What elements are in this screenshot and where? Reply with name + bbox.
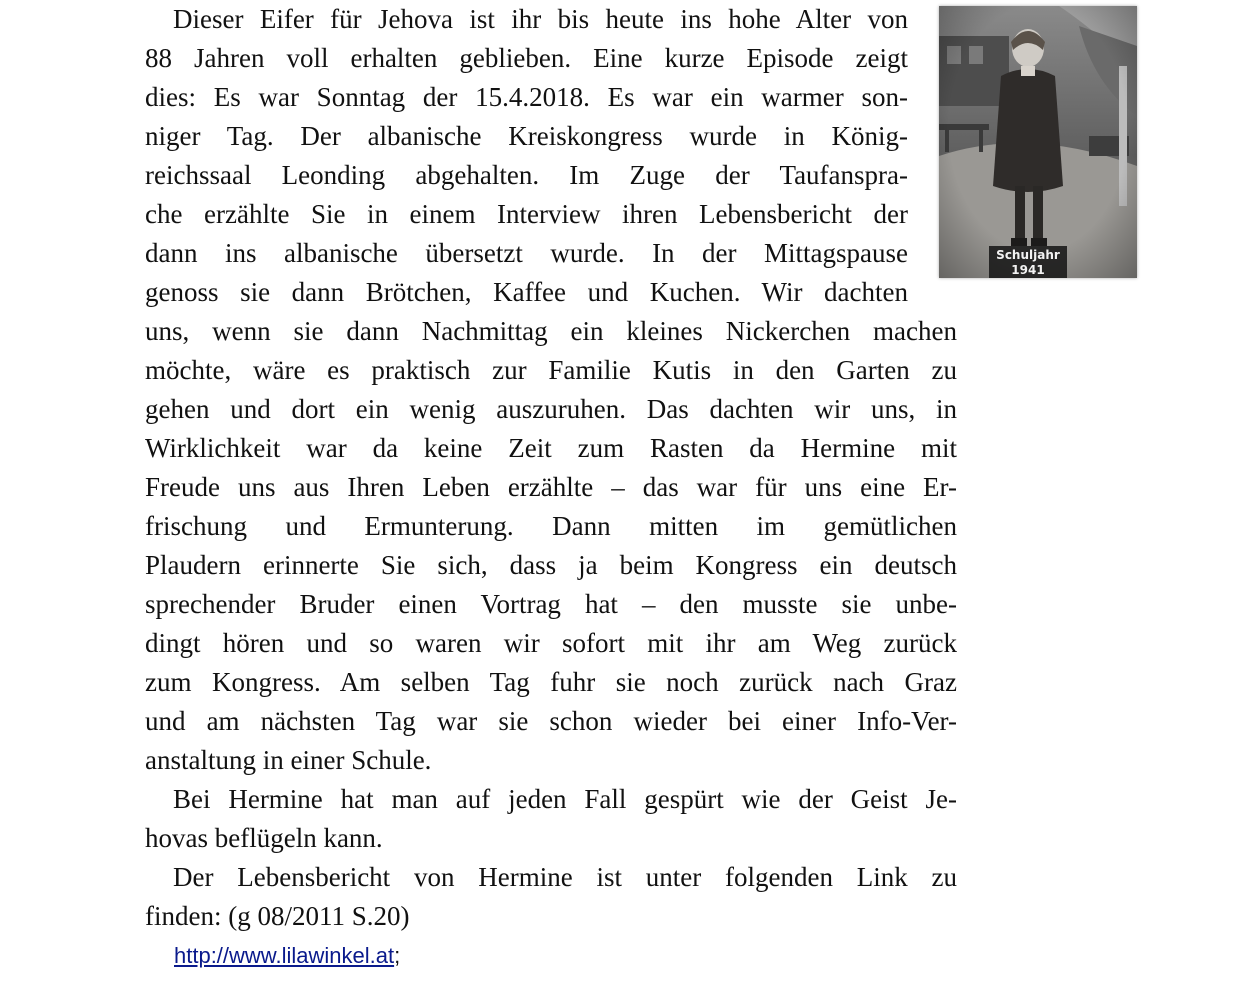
text-line: uns, wenn sie dann Nachmittag ein kleines Nickerchen machen [145, 316, 957, 346]
photo-caption-sign [989, 246, 1067, 278]
lilawinkel-link[interactable]: http://www.lilawinkel.at [174, 943, 395, 968]
text-line: anstaltung in einer Schule. [145, 745, 432, 775]
photo-caption-line2: 1941 [1011, 263, 1045, 277]
text-line: niger Tag. Der albanische Kreiskongress wurde in König- [145, 121, 908, 151]
text-line: 88 Jahren voll erhalten geblieben. Eine kurze Episode zeigt [145, 43, 908, 73]
text-line: Plaudern erinnerte Sie sich, dass ja beim Kongress ein deutsch [145, 550, 957, 580]
schoolgirl-photo [939, 6, 1137, 278]
text-line: dies: Es war Sonntag der 15.4.2018. Es war ein warmer son- [145, 82, 908, 112]
text-line: dann ins albanische übersetzt wurde. In der Mittagspause [145, 238, 908, 268]
reference-link-line [174, 941, 400, 971]
link-suffix: ; [394, 943, 401, 968]
text-line: und am nächsten Tag war sie schon wieder bei einer Info-Ver- [145, 706, 957, 736]
text-line: sprechender Bruder einen Vortrag hat – den musste sie unbe- [145, 589, 957, 619]
text-line: genoss sie dann Brötchen, Kaffee und Kuchen. Wir dachten [145, 277, 908, 307]
photo-image [939, 6, 1137, 278]
text-line: reichssaal Leonding abgehalten. Im Zuge der Taufanspra- [145, 160, 908, 190]
text-line: gehen und dort ein wenig auszuruhen. Das dachten wir uns, in [145, 394, 957, 424]
text-line: Freude uns aus Ihren Leben erzählte – das war für uns eine Er- [145, 472, 957, 502]
photo-caption-line1: Schuljahr [996, 248, 1060, 262]
text-line: Dieser Eifer für Jehova ist ihr bis heute ins hohe Alter von [173, 4, 908, 34]
text-line: hovas beflügeln kann. [145, 823, 383, 853]
text-line: che erzählte Sie in einem Interview ihren Lebensbericht der [145, 199, 908, 229]
text-line: finden: (g 08/2011 S.20) [145, 901, 410, 931]
text-line: Wirklichkeit war da keine Zeit zum Rasten da Hermine mit [145, 433, 957, 463]
text-line: Der Lebensbericht von Hermine ist unter folgenden Link zu [173, 862, 957, 892]
text-line: dingt hören und so waren wir sofort mit ihr am Weg zurück [145, 628, 957, 658]
text-line: zum Kongress. Am selben Tag fuhr sie noch zurück nach Graz [145, 667, 957, 697]
text-line: frischung und Ermunterung. Dann mitten im gemütlichen [145, 511, 957, 541]
text-line: möchte, wäre es praktisch zur Familie Kutis in den Garten zu [145, 355, 957, 385]
text-line: Bei Hermine hat man auf jeden Fall gespürt wie der Geist Je- [173, 784, 957, 814]
